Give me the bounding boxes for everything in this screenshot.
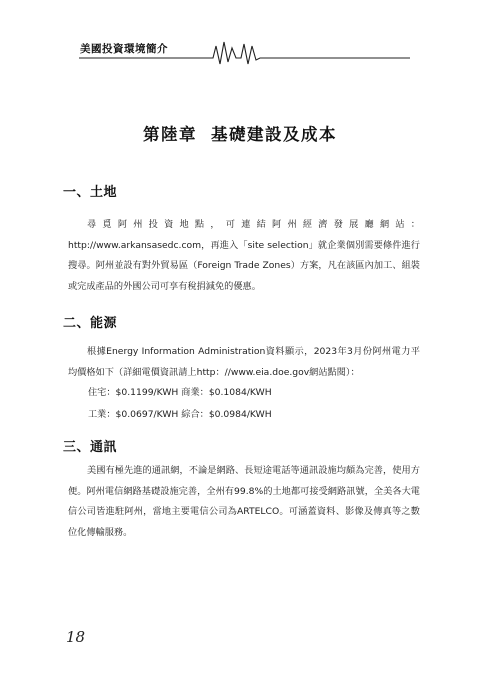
chapter-number: 第陸章 [143, 125, 197, 144]
page-number: 18 [66, 628, 86, 646]
running-header [65, 38, 415, 66]
electricity-rate-line: 住宅：$0.1199/KWH 商業：$0.1084/KWH [88, 387, 272, 398]
section-paragraph-land: 尋覓阿州投資地點，可連結阿州經濟發展廳網站：http://www.arkansasedc.com，再進入「site selection」就企業個別需要條件進行搜尋。阿州並設有對外貿易區（Foreign Trade Zones）方案，凡在該區內加工、組裝或完成產品的外國公司可享有稅捐減免的優惠。 [68, 219, 420, 292]
section-heading-telecom: 三、通訊 [63, 440, 118, 455]
chapter-name: 基礎建設及成本 [211, 125, 337, 144]
running-title: 美國投資環境簡介 [80, 43, 168, 55]
section-heading-energy: 二、能源 [63, 316, 118, 331]
chapter-title [0, 121, 480, 145]
section-heading-land: 一、土地 [63, 185, 118, 200]
electricity-rate-line: 工業：$0.0697/KWH 綜合：$0.0984/KWH [88, 409, 272, 420]
section-paragraph-energy: 根據Energy Information Administration資料顯示，2023年3月份阿州電力平均價格如下（詳細電價資訊請上http：//www.eia.doe.gov網站點閱）： [68, 346, 420, 378]
section-paragraph-telecom: 美國有極先進的通訊網，不論是網路、長短途電話等通訊設施均頗為完善，使用方便。阿州電信網路基礎設施完善，全州有99.8%的土地都可接受網路訊號，全美各大電信公司皆進駐阿州，當地主要電信公司為ARTELCO。可涵蓋資料、影像及傳真等之數位化傳輸服務。 [68, 465, 420, 538]
